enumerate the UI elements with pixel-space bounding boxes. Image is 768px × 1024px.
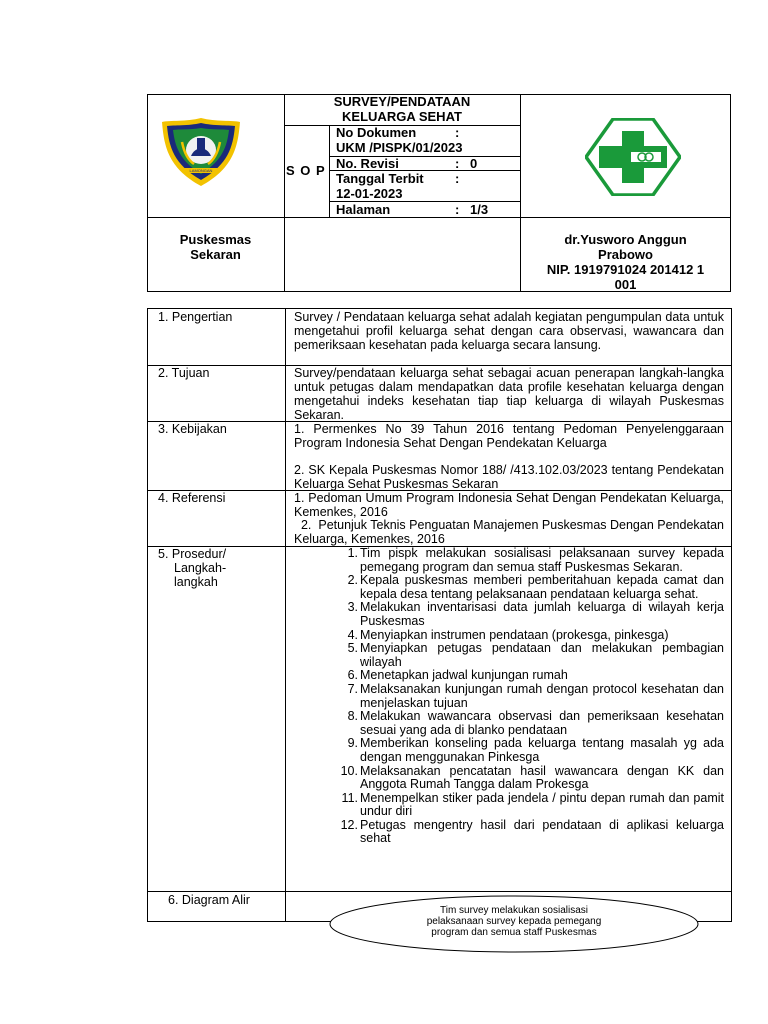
section-text-tujuan: Survey/pendataan keluarga sehat sebagai acuan penerapan langkah-langka untuk petugas dalam mendapatkan data profile kesehatan keluarga dengan mengetahui indeks kesehatan tiap tiap keluarga di wilayah Puskesmas Sekaran.	[294, 366, 724, 422]
header-divider	[147, 217, 731, 218]
referensi-item-1: 1. Pedoman Umum Program Indonesia Sehat Dengan Pendekatan Keluarga, Kemenkes, 2016	[294, 491, 724, 519]
sop-label: S O P	[286, 163, 326, 178]
procedure-step	[294, 574, 724, 601]
procedure-step	[294, 683, 724, 710]
section-label-referensi: 4. Referensi	[158, 491, 226, 505]
procedure-step-text: Tim pispk melakukan sosialisasi pelaksanaan survey kepada pemegang program dan semua staff Puskesmas Sekaran.	[360, 546, 724, 574]
procedure-step	[294, 669, 724, 683]
kabupaten-lamongan-logo	[160, 116, 242, 188]
section-label-diagram-alir: 6. Diagram Alir	[168, 893, 250, 907]
document-title-line2: KELUARGA SEHAT	[342, 109, 462, 124]
procedure-step	[294, 710, 724, 737]
tanggal-terbit-label: Tanggal Terbit	[336, 171, 424, 186]
procedure-step	[294, 765, 724, 792]
procedure-step-text: Kepala puskesmas memberi pemberitahuan kepada camat dan kepala desa tentang pelaksanaan pendataan keluarga sehat.	[360, 573, 724, 601]
column-divider	[285, 309, 286, 921]
section-label-tujuan: 2. Tujuan	[158, 366, 210, 380]
flowchart-step-text-line2: pelaksanaan survey kepada pemegang	[426, 916, 602, 927]
procedure-step-text: Petugas mengentry hasil dari pendataan di aplikasi keluarga sehat	[360, 817, 724, 846]
section-text-pengertian: Survey / Pendataan keluarga sehat adalah kegiatan pengumpulan data untuk mengetahui profil keluarga sehat dengan cara observasi, wawancara dan pemeriksaan kesehatan pada keluarga secara lansung.	[294, 310, 724, 352]
document-title-line1: SURVEY/PENDATAAN	[333, 94, 471, 109]
halaman-value: 1/3	[470, 202, 489, 217]
procedure-step	[294, 629, 724, 643]
procedure-step	[294, 547, 724, 574]
procedure-step-number: 2.	[347, 573, 358, 588]
procedure-step-number: 9.	[347, 736, 358, 751]
procedure-step-text: Melakukan inventarisasi data jumlah keluarga di wilayah kerja Puskesmas	[360, 600, 724, 628]
tanggal-terbit-value: 12-01-2023	[336, 186, 403, 201]
procedure-step-number: 1.	[347, 546, 358, 560]
no-revisi-value: 0	[470, 156, 478, 171]
halaman-colon: :	[455, 202, 460, 217]
procedure-step-number: 10.	[340, 763, 358, 778]
no-revisi-label: No. Revisi	[336, 156, 399, 171]
organization-name-line1: Puskesmas	[179, 232, 252, 247]
procedure-step	[294, 642, 724, 669]
referensi-item-2: 2. Petunjuk Teknis Penguatan Manajemen Puskesmas Dengan Pendekatan Keluarga, Kemenkes, 2016	[294, 518, 728, 546]
no-revisi-colon: :	[455, 156, 460, 171]
procedure-step-text: Melakukan wawancara observasi dan pemeriksaan kesehatan sesuai yang ada di blanko pendataan	[360, 709, 724, 737]
no-dokumen-label: No Dokumen	[336, 125, 417, 140]
procedure-step-number: 4.	[347, 627, 358, 642]
procedure-step-number: 12.	[340, 817, 358, 832]
signer-name-line2: Prabowo	[598, 247, 653, 262]
section-label-prosedur: 5. Prosedur/	[158, 547, 227, 561]
flowchart-step-text-line3: program dan semua staff Puskesmas	[431, 927, 597, 938]
procedure-step	[294, 737, 724, 764]
procedure-step-text: Melaksanakan pencatatan hasil wawancara dengan KK dan Anggota Rumah Tangga dalam Prokesga	[360, 763, 724, 792]
flowchart-step-text-line1: Tim survey melakukan sosialisasi	[439, 905, 588, 916]
procedure-step-text: Menempelkan stiker pada jendela / pintu depan rumah dan pamit undur diri	[360, 790, 724, 819]
puskesmas-logo	[585, 118, 681, 196]
organization-name-line2: Sekaran	[190, 247, 241, 262]
section-label-prosedur-line3: langkah	[174, 575, 218, 589]
procedure-step-number: 7.	[347, 681, 358, 696]
kebijakan-item-2: 2. SK Kepala Puskesmas Nomor 188/ /413.102.03/2023 tentang Pendekatan Keluarga Sehat Puskesmas Sekaran	[294, 463, 724, 491]
procedure-steps	[294, 547, 724, 846]
section-label-kebijakan: 3. Kebijakan	[158, 422, 227, 436]
procedure-step	[294, 792, 724, 819]
procedure-step-text: Menyiapkan petugas pendataan dan melakukan pembagian wilayah	[360, 641, 724, 669]
signer-nip-line2: 001	[614, 277, 637, 292]
procedure-step-number: 6.	[347, 668, 358, 683]
row-divider	[148, 891, 731, 892]
header-divider	[329, 125, 330, 217]
logo-text: LAMONGAN	[189, 168, 213, 173]
tanggal-terbit-colon: :	[455, 171, 460, 186]
signer-name-line1: dr.Yusworo Anggun	[564, 232, 687, 247]
signer-nip-line1: NIP. 1919791024 201412 1	[546, 262, 705, 277]
procedure-step-text: Menyiapkan instrumen pendataan (prokesga, pinkesga)	[360, 627, 669, 642]
procedure-step-text: Menetapkan jadwal kunjungan rumah	[360, 668, 568, 683]
section-label-pengertian: 1. Pengertian	[158, 310, 233, 324]
section-label-prosedur-line2: Langkah-	[174, 561, 227, 575]
procedure-step	[294, 601, 724, 628]
procedure-step-text: Memberikan konseling pada keluarga tentang masalah yg ada dengan menggunakan Pinkesga	[360, 736, 724, 764]
procedure-step-number: 11.	[341, 790, 358, 805]
procedure-step-number: 3.	[347, 600, 358, 615]
kebijakan-item-1: 1. Permenkes No 39 Tahun 2016 tentang Pedoman Penyelenggaraan Program Indonesia Sehat Dengan Pendekatan Keluarga	[294, 422, 724, 450]
sop-content-table	[147, 308, 732, 922]
no-dokumen-colon: :	[455, 125, 460, 140]
procedure-step-number: 8.	[347, 709, 358, 724]
no-dokumen-value: UKM /PISPK/01/2023	[336, 140, 463, 155]
procedure-step	[294, 819, 724, 846]
procedure-list	[294, 547, 724, 846]
procedure-step-number: 5.	[347, 641, 358, 656]
procedure-step-text: Melaksanakan kunjungan rumah dengan protocol kesehatan dan menjelaskan tujuan	[360, 681, 724, 710]
halaman-label: Halaman	[336, 202, 391, 217]
